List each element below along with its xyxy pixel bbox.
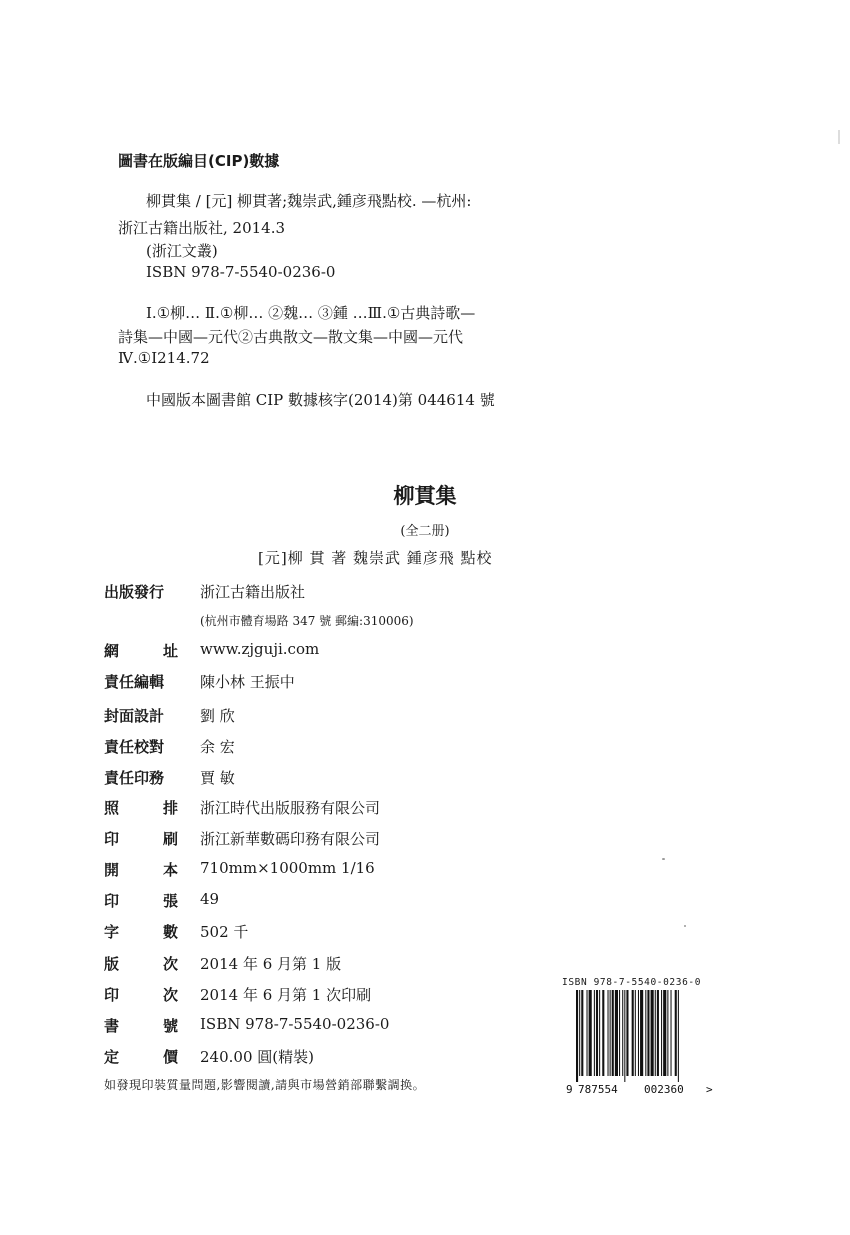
barcode-bar [587,990,588,1076]
isbn-barcode [566,990,718,1096]
label-format: 開 本 [104,861,178,879]
barcode-bar [599,990,600,1076]
barcode-bar [626,990,628,1076]
barcode-bar [594,990,595,1076]
barcode-digit-end: > [706,1083,713,1096]
value-word-count: 502 千 [200,923,249,941]
quality-notice: 如發現印裝質量問題,影響閱讀,請與市場營銷部聯繫調换。 [104,1078,426,1092]
label-print-manager: 責任印務 [104,769,165,787]
book-title: 柳貫集 [393,484,457,508]
barcode-bar [655,990,656,1076]
barcode-bar [596,990,598,1076]
value-impression: 2014 年 6 月第 1 次印刷 [200,986,372,1004]
label-cover-design: 封面設計 [104,707,165,725]
scan-speck [684,925,686,927]
barcode-digit-lead: 9 [566,1083,573,1096]
label-edition: 版 次 [104,955,178,973]
barcode-bar [622,990,623,1076]
barcode-bar [576,990,578,1082]
label-website: 網 址 [104,642,178,660]
publisher-address: (杭州市體育場路 347 號 郵編:310006) [200,614,414,628]
barcode-bar [635,990,636,1076]
value-price: 240.00 圓(精裝) [200,1048,314,1066]
value-sheets: 49 [200,890,220,908]
label-editor: 責任編輯 [104,673,165,691]
cip-line-6: 詩集—中國—元代②古典散文—散文集—中國—元代 [118,328,464,346]
barcode-bar [663,990,666,1076]
label-publisher: 出版發行 [104,583,165,601]
barcode-isbn-label: ISBN 978-7-5540-0236-0 [562,977,702,988]
label-book-number: 書 號 [104,1017,178,1035]
barcode-bar [632,990,634,1076]
barcode-bar [602,990,604,1076]
barcode-bar [608,990,609,1076]
barcode-bar [651,990,654,1076]
barcode-bar [610,990,611,1076]
value-publisher: 浙江古籍出版社 [200,583,306,601]
cip-line-5: Ⅰ.①柳… Ⅱ.①柳… ②魏… ③鍾 …Ⅲ.①古典詩歌— [146,304,476,322]
barcode-bar [638,990,639,1076]
barcode-bar [624,990,625,1082]
cip-line-7: Ⅳ.①I214.72 [118,349,210,367]
cip-line-1: 柳貫集 / [元] 柳貫著;魏崇武,鍾彦飛點校. —杭州: [146,192,472,210]
barcode-bar [619,990,620,1076]
value-cover-design: 劉 欣 [200,707,235,725]
label-word-count: 字 數 [104,923,178,941]
barcode-digits-right: 002360 [644,1083,684,1096]
value-proofreader: 余 宏 [200,738,235,756]
value-format: 710mm×1000mm 1/16 [200,859,375,877]
scan-speck [662,858,665,860]
barcode-bar [675,990,677,1076]
barcode-bar [579,990,580,1076]
barcode-bar [671,990,672,1076]
label-price: 定 價 [104,1048,178,1066]
value-editor: 陳小林 王振中 [200,673,295,691]
label-proofreader: 責任校對 [104,738,165,756]
barcode-bar [615,990,618,1076]
label-impression: 印 次 [104,986,178,1004]
barcode-digits-left: 787554 [578,1083,618,1096]
cip-record-number: 中國版本圖書館 CIP 數據核字(2014)第 044614 號 [146,391,495,409]
value-book-number: ISBN 978-7-5540-0236-0 [200,1015,390,1033]
barcode-bar [657,990,659,1076]
value-website: www.zjguji.com [200,640,320,658]
barcode-bar [645,990,646,1076]
cip-line-2: 浙江古籍出版社, 2014.3 [118,219,286,237]
cip-line-isbn: ISBN 978-7-5540-0236-0 [146,263,336,281]
value-printing: 浙江新華數碼印務有限公司 [200,830,381,848]
value-typesetting: 浙江時代出版服務有限公司 [200,799,381,817]
scan-edge-mark [838,130,840,144]
barcode-bar [678,990,679,1082]
cip-heading: 圖書在版編目(CIP)數據 [118,152,280,170]
barcode-bar [647,990,649,1076]
cip-line-3: (浙江文叢) [146,242,218,260]
barcode-bar [667,990,668,1076]
barcode-bar [581,990,583,1076]
volume-count: (全二册) [400,524,450,539]
label-printing: 印 刷 [104,830,178,848]
barcode-bar [640,990,643,1076]
authors-line: [元]柳 貫 著 魏崇武 鍾彦飛 點校 [258,549,493,567]
barcode-bar [589,990,592,1076]
label-sheets: 印 張 [104,892,178,910]
barcode-bar [612,990,614,1076]
barcode-bar [661,990,662,1076]
value-print-manager: 賈 敏 [200,769,235,787]
value-edition: 2014 年 6 月第 1 版 [200,955,342,973]
label-typesetting: 照 排 [104,799,178,817]
